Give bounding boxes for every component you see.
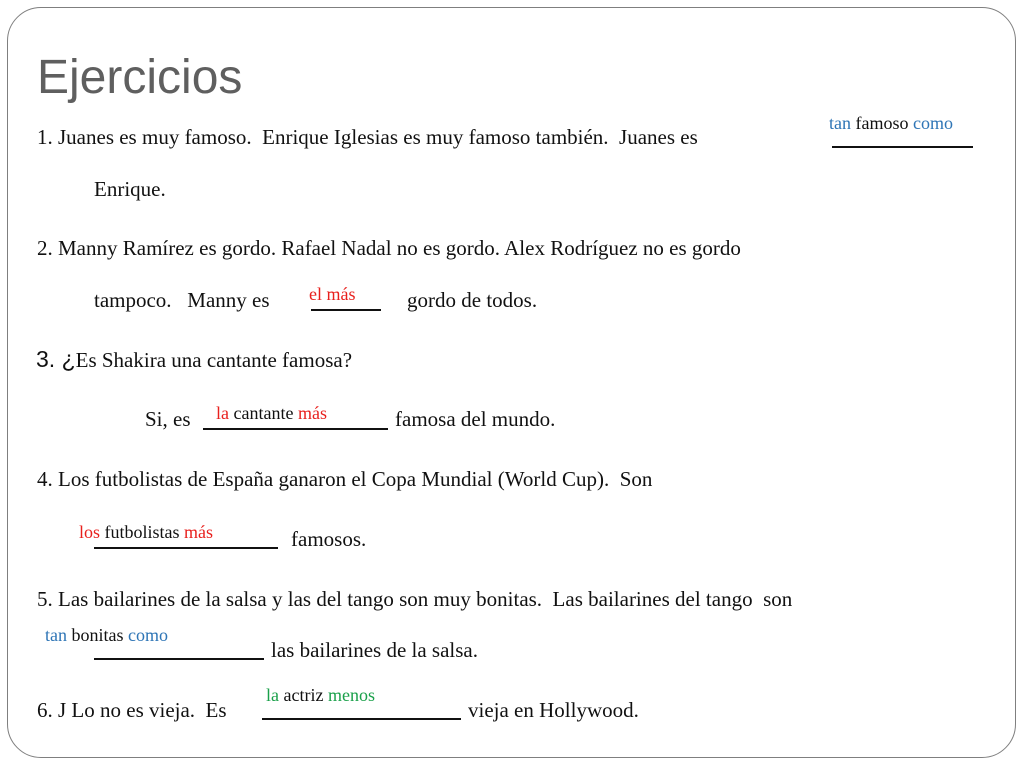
exercise-3-answer: la cantante más bbox=[216, 403, 327, 423]
exercise-6-line-1: 6. J Lo no es vieja. Es bbox=[37, 698, 227, 722]
exercise-1-line-2: Enrique. bbox=[94, 177, 166, 201]
exercise-1-line-1: 1. Juanes es muy famoso. Enrique Iglesias es muy famoso también. Juanes es bbox=[37, 125, 704, 149]
exercise-3-line-2: Si, es bbox=[145, 407, 196, 431]
exercise-5-line-2: las bailarines de la salsa. bbox=[271, 638, 479, 662]
exercise-4-line-2: famosos. bbox=[291, 527, 367, 551]
exercise-3-blank bbox=[203, 428, 388, 430]
exercise-2-line-1: 2. Manny Ramírez es gordo. Rafael Nadal no es gordo. Alex Rodríguez no es gordo bbox=[37, 236, 741, 260]
exercise-1-answer: tan famoso como bbox=[829, 113, 953, 133]
exercise-5-line-1: 5. Las bailarines de la salsa y las del tango son muy bonitas. Las bailarines del tango son bbox=[37, 587, 793, 611]
exercise-5-blank bbox=[94, 658, 264, 660]
exercise-4-line-1: 4. Los futbolistas de España ganaron el Copa Mundial (World Cup). Son bbox=[37, 467, 653, 491]
exercise-3-line-2-end: famosa del mundo. bbox=[395, 407, 556, 431]
exercise-5-answer: tan bonitas como bbox=[45, 625, 168, 645]
exercise-6-blank bbox=[262, 718, 461, 720]
exercise-4-blank bbox=[94, 547, 278, 549]
exercise-1-blank bbox=[832, 146, 973, 148]
exercise-2-blank bbox=[311, 309, 381, 311]
exercise-3-question: 3. ¿Es Shakira una cantante famosa? bbox=[36, 346, 353, 372]
slide-title: Ejercicios bbox=[37, 51, 243, 104]
exercise-2-line-2: tampoco. Manny es bbox=[94, 288, 275, 312]
exercise-2-answer: el más bbox=[309, 284, 356, 304]
exercise-4-answer: los futbolistas más bbox=[79, 522, 214, 542]
exercise-2-line-2-end: gordo de todos. bbox=[407, 288, 538, 312]
exercise-6-answer: la actriz menos bbox=[266, 685, 375, 705]
exercise-6-line-1-end: vieja en Hollywood. bbox=[468, 698, 639, 722]
